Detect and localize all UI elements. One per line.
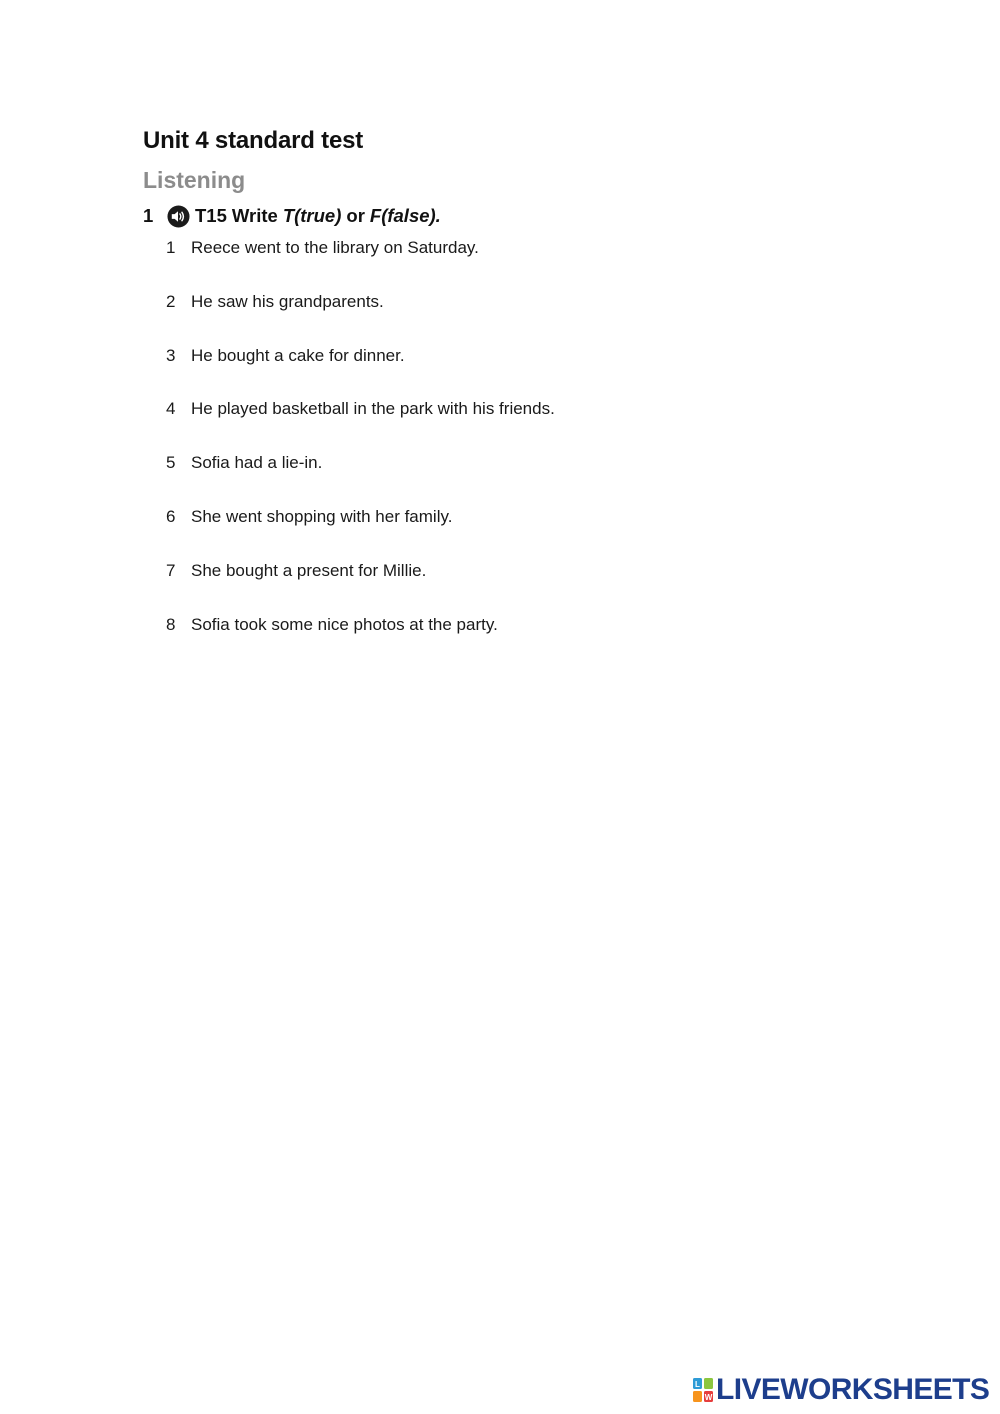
statement-item xyxy=(166,559,555,613)
svg-text:L: L xyxy=(695,1380,700,1389)
option-true: T(true) xyxy=(282,205,342,226)
statement-item xyxy=(166,505,555,559)
statement-text: Reece went to the library on Saturday. xyxy=(191,238,479,257)
statement-text: He played basketball in the park with his friends. xyxy=(191,399,555,419)
option-false: F(false). xyxy=(369,205,441,226)
option-connector: or xyxy=(346,205,365,226)
statement-item xyxy=(166,236,555,290)
statement-number: 6 xyxy=(166,506,176,526)
liveworksheets-logo[interactable] xyxy=(693,1374,989,1406)
statement-item xyxy=(166,451,555,505)
statement-text: He saw his grandparents. xyxy=(191,291,384,311)
svg-text:W: W xyxy=(704,1393,713,1402)
audio-speaker-icon[interactable] xyxy=(167,205,190,228)
liveworksheets-logo-mark-icon xyxy=(693,1378,713,1402)
statement-text: He bought a cake for dinner. xyxy=(191,345,405,365)
statement-number: 7 xyxy=(166,560,176,580)
track-label: T15 xyxy=(195,205,227,226)
statement-text: She went shopping with her family. xyxy=(191,506,453,526)
statement-item xyxy=(166,613,555,667)
statement-number: 8 xyxy=(166,614,176,634)
page-title: Unit 4 standard test xyxy=(143,127,364,154)
statement-number: 5 xyxy=(166,453,176,473)
section-heading: Listening xyxy=(143,167,246,193)
statement-number: 4 xyxy=(166,399,176,419)
statement-number: 1 xyxy=(166,238,176,257)
exercise-instruction xyxy=(143,203,441,229)
statement-text: She bought a present for Millie. xyxy=(191,560,427,580)
statement-item xyxy=(166,397,555,451)
statement-item xyxy=(166,344,555,398)
statement-list xyxy=(166,236,555,666)
statement-number: 2 xyxy=(166,291,176,311)
exercise-number: 1 xyxy=(143,205,154,226)
statement-number: 3 xyxy=(166,345,176,365)
statement-text: Sofia had a lie-in. xyxy=(191,453,323,473)
statement-text: Sofia took some nice photos at the party. xyxy=(191,614,498,634)
instruction-word: Write xyxy=(231,205,278,226)
logo-text: LIVEWORKSHEETS xyxy=(716,1373,990,1406)
statement-item xyxy=(166,290,555,344)
